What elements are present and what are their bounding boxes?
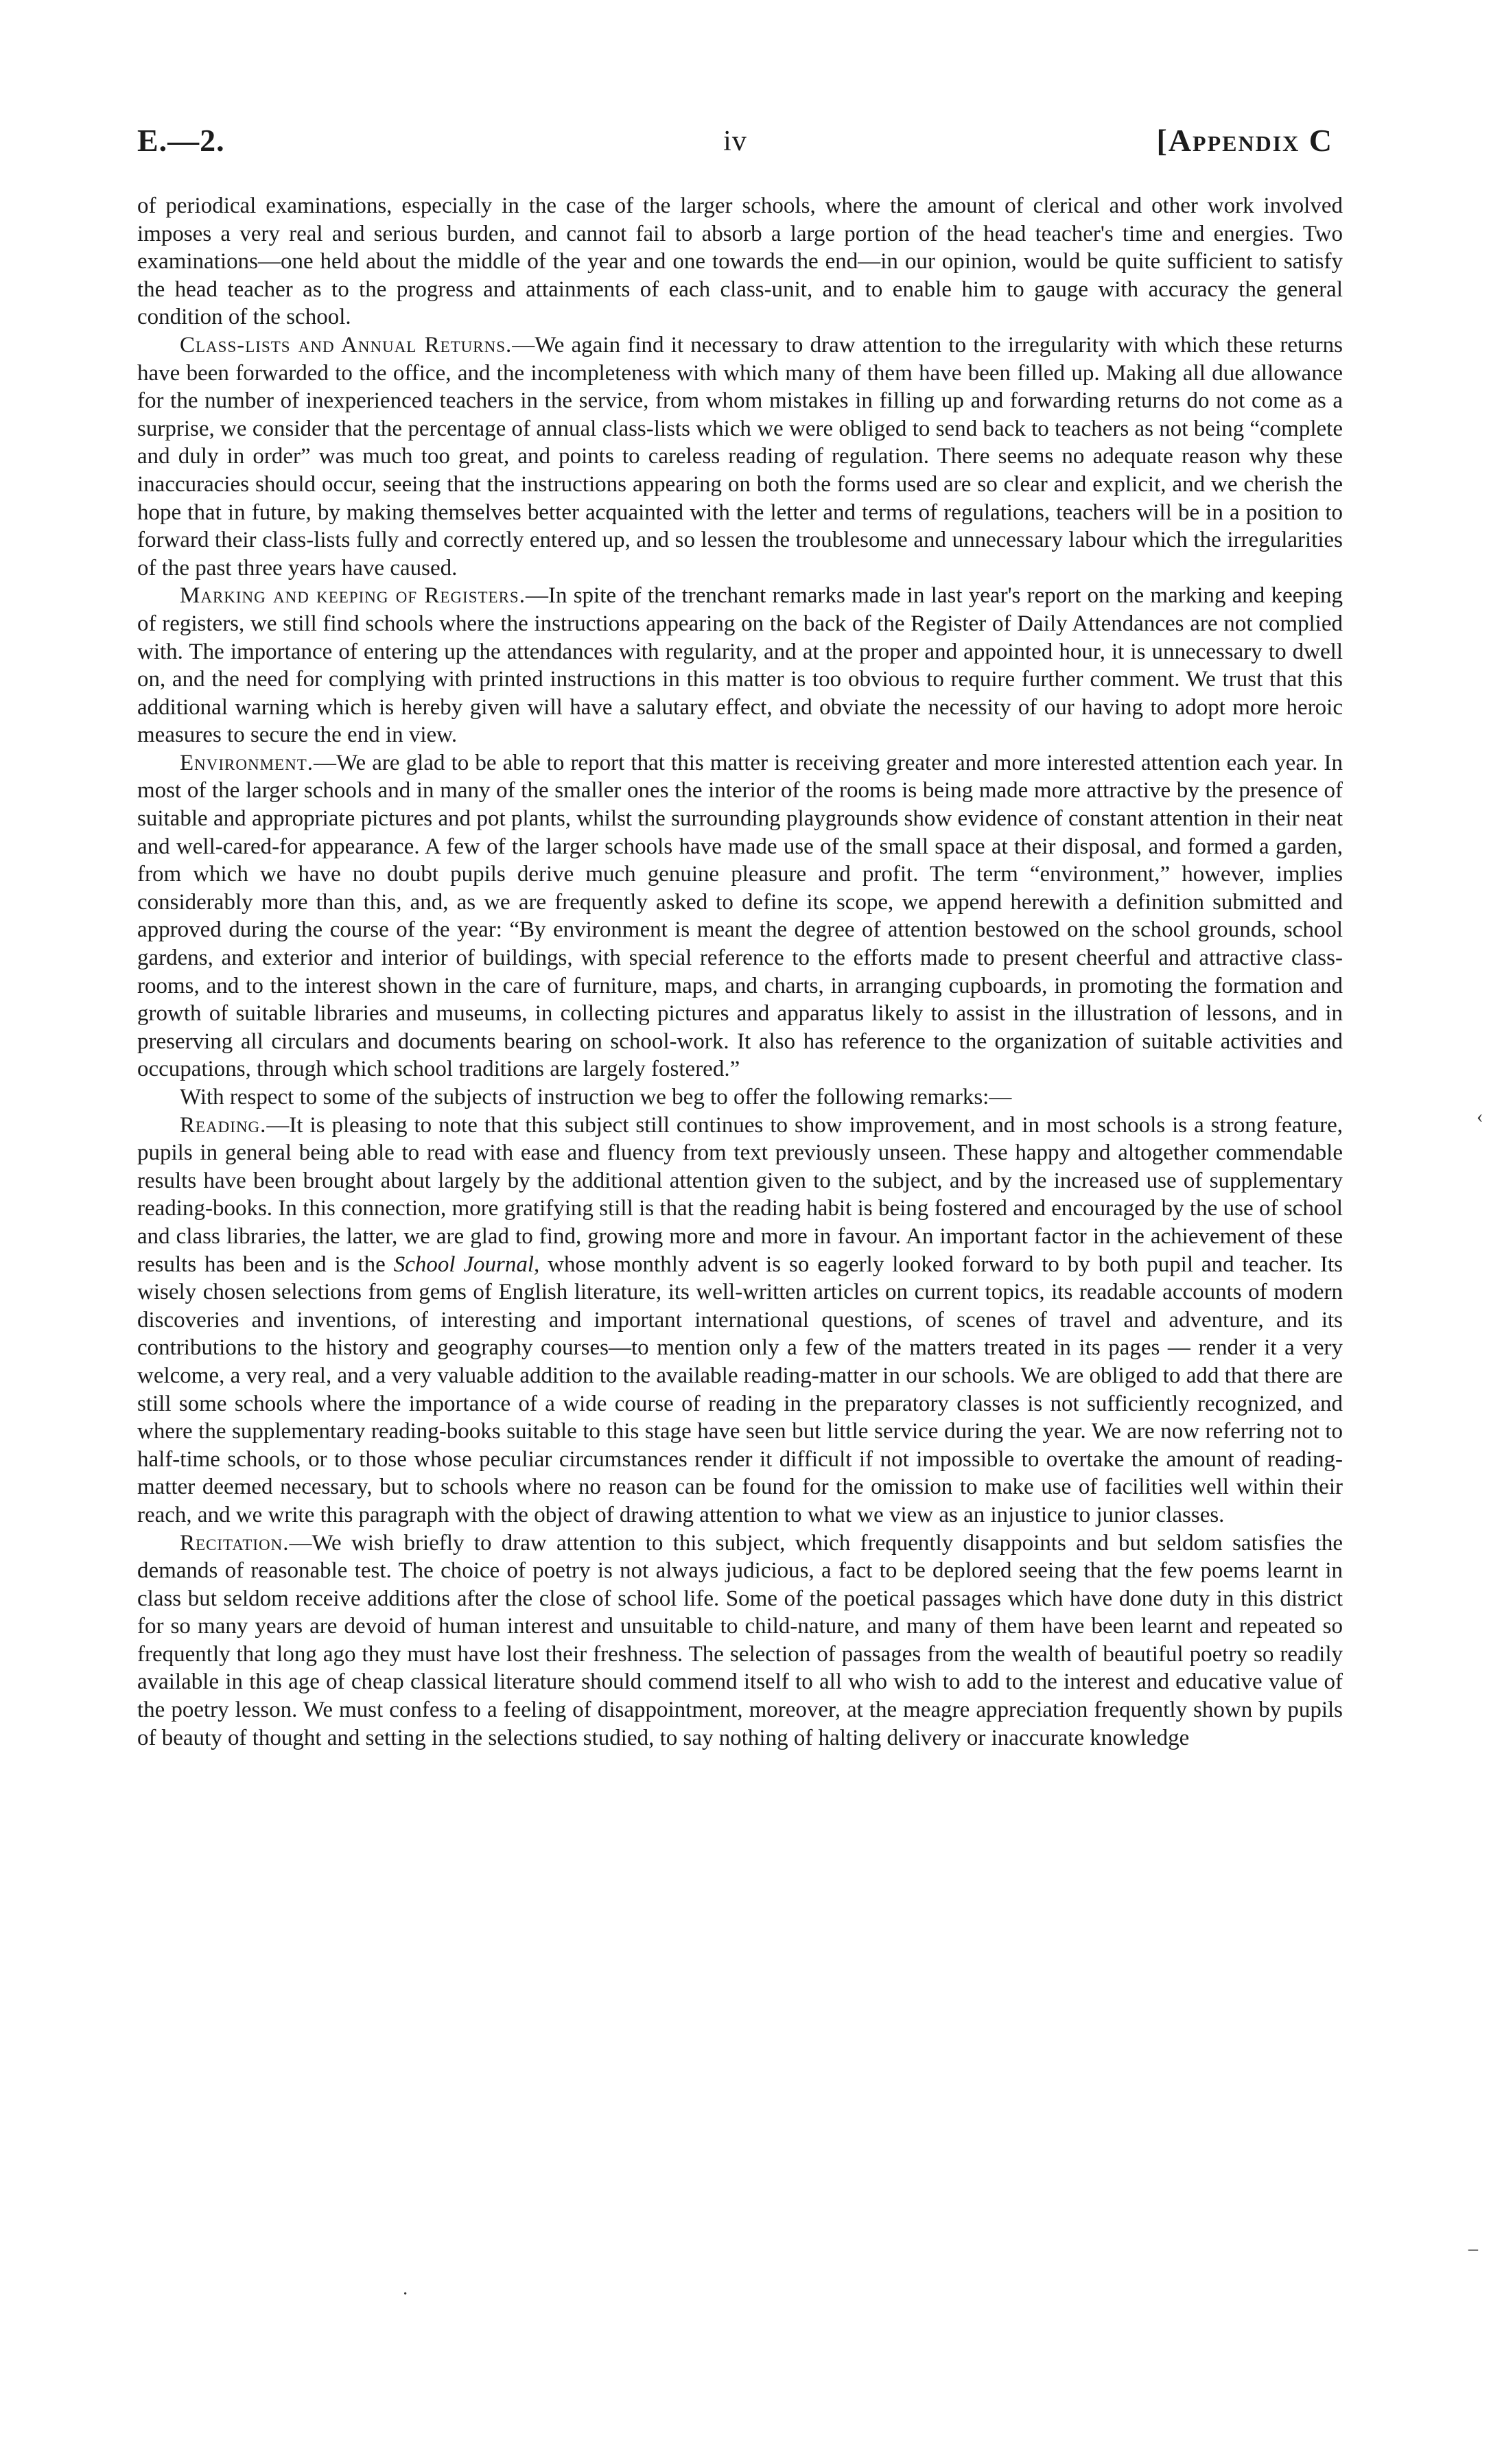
paragraph-registers [137,582,1343,749]
section-heading: Marking and keeping of Registers. [180,583,526,609]
paragraph-text-continued: whose monthly advent is so eagerly looked forward to by both pupil and teacher. Its wisely chosen selections from gems of English literature, its well-written articles on current topics, its readable accounts of modern discoveries and inventions, of interesting and important international questions, of scenes of travel and adventure, and its contributions to the history and geography courses—to mention only a few of the matters treated in its pages — render it a very welcome, a very real, and a very valuable addition to the available reading-matter in our schools. We are obliged to add that there are still some schools where the importance of a wide course of reading in the preparatory classes is not sufficiently recognized, and where the supplementary reading-books suitable to this stage have seen but little service during the year. We are now referring not to half-time schools, or to those whose peculiar circumstances render it difficult if not impossible to overtake the amount of reading-matter deemed necessary, but to schools where no reason can be found for the omission to make use of facilities well within their reach, and we write this paragraph with the object of drawing attention to what we view as an injustice to junior classes. [137,1252,1343,1527]
paragraph-text: —We wish briefly to draw attention to this subject, which frequently disappoints and but seldom satisfies the demands of reasonable test. The choice of poetry is not always judicious, a fact to be deplored seeing that the few poems learnt in class but seldom receive additions after the close of school life. Some of the poetical passages which have done duty in this district for so many years are devoid of human interest and unsuitable to child-nature, and many of them have been learnt and repeated so frequently that long ago they must have lost their freshness. The selection of passages from the wealth of beautiful poetry so readily available in this age of cheap classical literature should commend itself to all who wish to add to the interest and educative value of the poetry lesson. We must confess to a feeling of disappointment, moreover, at the meagre appreciation frequently shown by pupils of beauty of thought and setting in the selections studied, to say nothing of halting delivery or inaccurate knowledge [137,1530,1343,1750]
paragraph-recitation [137,1529,1343,1752]
section-heading: Environment. [180,750,314,775]
paragraph-text: —It is pleasing to note that this subject still continues to show improvement, and in most schools is a strong feature, pupils in general being able to read with ease and fluency from text previously unseen. These happy and altogether commendable results have been brought about largely by the additional attention given to the subject, and by the increased use of supplementary reading-books. In this connection, more gratifying still is that the reading habit is being fostered and encouraged by the use of school and class libraries, the latter, we are glad to find, growing more and more in favour. An important factor in the achievement of these results has been and is the [137,1112,1343,1277]
paragraph-environment [137,749,1343,1083]
section-heading: Reading. [180,1112,267,1138]
journal-title: School Journal, [393,1252,540,1277]
paragraph-text: of periodical examinations, especially in the case of the larger schools, where the amount of clerical and other work involved imposes a very real and serious burden, and cannot fail to absorb a large portion of the head teacher's time and energies. Two examinations—one held about the middle of the year and one towards the end—in our opinion, would be quite sufficient to satisfy the head teacher as to the progress and attainments of each class-unit, and to enable him to gauge with accuracy the general condition of the school. [137,193,1343,330]
paragraph-class-lists [137,331,1343,582]
margin-mark: – [1468,2238,1478,2260]
paragraph-text: —We again find it necessary to draw attention to the irregularity with which these returns have been forwarded to the office, and the incompleteness with which many of them have been filled up. Making all due allowance for the number of inexperienced teachers in the service, from whom mistakes in filling up and forwarding returns do not come as a surprise, we consider that the percentage of annual class-lists which we were obliged to send back to teachers as not being “complete and duly in order” was much too great, and points to careless reading of regulation. There seems no adequate reason why these inaccuracies should occur, seeing that the instructions appearing on both the forms used are so clear and explicit, and we cherish the hope that in future, by making themselves better acquainted with the letter and terms of regulations, teachers will be in a position to forward their class-lists fully and correctly entered up, and so lessen the troublesome and unnecessary labour which the irregularities of the past three years have caused. [137,332,1343,580]
body-text [137,192,1343,1752]
appendix-label: [Appendix C [1156,123,1333,158]
section-heading: Recitation. [180,1530,290,1556]
report-reference: E.—2. [137,123,225,158]
section-heading: Class-lists and Annual Returns. [180,332,513,357]
paragraph-text: —In spite of the trenchant remarks made in last year's report on the marking and keeping of registers, we still find schools where the instructions appearing on the back of the Register of Daily Attendances are not complied with. The importance of entering up the attendances with regularity, and at the proper and appointed hour, it is unnecessary to dwell on, and the need for complying with printed instructions in this matter is too obvious to require further comment. We trust that this additional warning which is hereby given will have a salutary effect, and obviate the necessity of our having to adopt more heroic measures to secure the end in view. [137,583,1343,748]
paragraph-text: With respect to some of the subjects of instruction we beg to offer the following remarks:— [180,1085,1012,1110]
margin-mark: ‹ [1477,1106,1483,1127]
page-header [137,122,1333,177]
stray-dot: · [402,2284,409,2305]
page-number: iv [723,126,747,157]
paragraph-subjects-intro [137,1083,1343,1112]
paragraph-text: —We are glad to be able to report that this matter is receiving greater and more interested attention each year. In most of the larger schools and in many of the smaller ones the interior of the rooms is being made more attractive by the presence of suitable and appropriate pictures and pot plants, whilst the surrounding playgrounds show evidence of constant attention in their neat and well-cared-for appearance. A few of the larger schools have made use of the small space at their disposal, and formed a garden, from which we have no doubt pupils derive much genuine pleasure and profit. The term “environment,” however, implies considerably more than this, and, as we are frequently asked to define its scope, we append herewith a definition submitted and approved during the course of the year: “By environment is meant the degree of attention bestowed on the school grounds, school gardens, and exterior and interior of buildings, with special reference to the efforts made to present cheerful and attractive class-rooms, and to the interest shown in the care of furniture, maps, and charts, in arranging cupboards, in promoting the formation and growth of suitable libraries and museums, in collecting pictures and apparatus likely to assist in the illustration of lessons, and in preserving all circulars and documents bearing on school-work. It also has reference to the organization of suitable activities and occupations, through which school traditions are largely fostered.” [137,750,1343,1082]
paragraph-reading [137,1112,1343,1529]
paragraph-examinations [137,192,1343,331]
